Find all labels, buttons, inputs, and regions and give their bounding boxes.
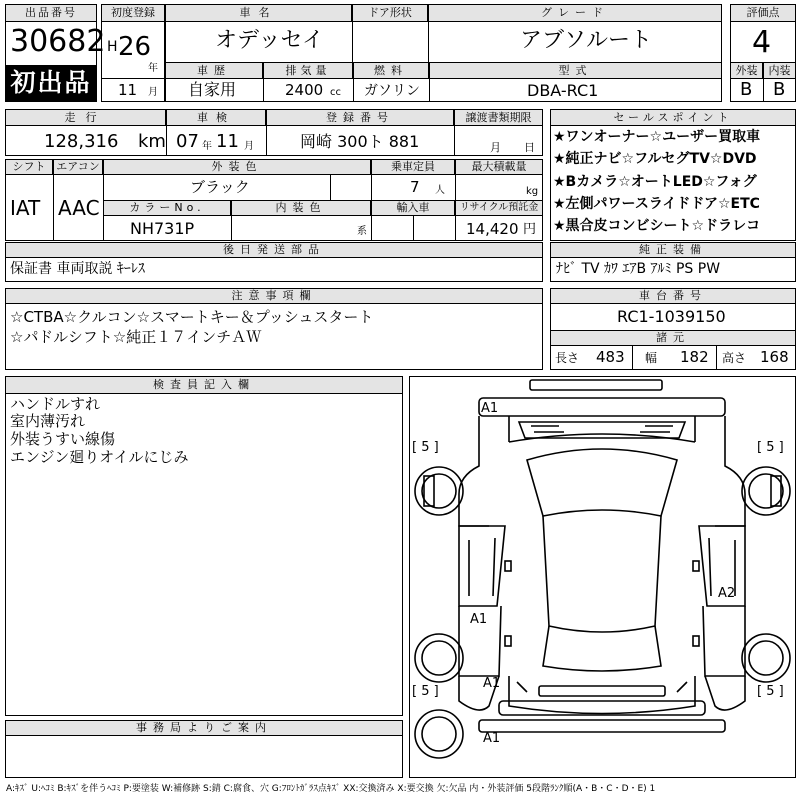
car-name: オデッセイ bbox=[215, 28, 324, 53]
sales-point-1: ★ワンオーナー☆ユーザー買取車 bbox=[553, 129, 761, 145]
tire-label-rear-left: [ 5 ] bbox=[412, 684, 439, 699]
notes-label: 注意事項欄 bbox=[5, 288, 543, 304]
ac: AAC bbox=[58, 196, 100, 220]
shift-label: シフト bbox=[5, 159, 53, 175]
tire-label-front-left: [ 5 ] bbox=[412, 440, 439, 455]
mileage: 128,316 bbox=[44, 131, 119, 152]
legend-footer: A:ｷｽﾞ U:ﾍｺﾐ B:ｷｽﾞを伴うﾍｺﾐ P:要塗装 W:補修跡 S:錆 C:腐食、穴 G:ﾌﾛﾝﾄｶﾞﾗｽ点ｷｽﾞ XX:交換済み X:要交換 欠:欠品 内・外装評価 5段階ﾗﾝｸ順(A・B・C・D・E) 1 bbox=[6, 784, 656, 794]
registration-month: 11 bbox=[118, 81, 138, 99]
tire-label-rear-right: [ 5 ] bbox=[757, 684, 784, 699]
inspector-label: 検査員記入欄 bbox=[5, 376, 403, 394]
exterior-grade-label: 外装 bbox=[730, 62, 763, 79]
capacity: 7 bbox=[410, 178, 420, 196]
diagram-front-grille bbox=[519, 422, 685, 438]
history-label: 車歴 bbox=[165, 62, 263, 79]
interior-grade: B bbox=[773, 79, 786, 100]
notes-line-1: ☆CTBA☆クルコン☆スマートキー＆プッシュスタート bbox=[10, 308, 374, 326]
inspector-line-2: 室内薄汚れ bbox=[10, 412, 86, 430]
year-unit: 年 bbox=[148, 63, 158, 74]
displacement-label: 排気量 bbox=[263, 62, 353, 79]
inspection-month-unit: 月 bbox=[244, 141, 254, 152]
sales-points-label: セールスポイント bbox=[550, 109, 796, 126]
sales-point-3: ★Bカメラ☆オートLED☆フォグ bbox=[553, 174, 757, 190]
grade: アブソルート bbox=[520, 28, 653, 53]
score-label: 評価点 bbox=[730, 4, 796, 22]
tire-label-front-right: [ 5 ] bbox=[757, 440, 784, 455]
width: 182 bbox=[680, 348, 709, 366]
score: 4 bbox=[752, 25, 772, 60]
chassis-number: RC1-1039150 bbox=[617, 307, 726, 326]
recycle-amount: 14,420 bbox=[466, 220, 519, 238]
displacement-unit: cc bbox=[330, 87, 341, 98]
damage-mark-right-rear-door: A2 bbox=[718, 586, 736, 601]
car-diagram bbox=[409, 376, 796, 778]
inspector-line-1: ハンドルすれ bbox=[10, 395, 101, 413]
lot-number: 30682 bbox=[10, 24, 106, 59]
diagram-right-rear-door bbox=[703, 606, 745, 676]
max-load-label: 最大積載量 bbox=[455, 159, 543, 175]
diagram-rear-bumper bbox=[479, 720, 725, 732]
door-shape-label: ドア形状 bbox=[352, 4, 428, 22]
transfer-deadline-label: 譲渡書類期限 bbox=[454, 109, 543, 126]
month-unit: 月 bbox=[148, 87, 158, 98]
diagram-right-quarter bbox=[705, 676, 745, 710]
fuel-label: 燃料 bbox=[353, 62, 429, 79]
grade-label: グレード bbox=[428, 4, 722, 22]
recycle-unit: 円 bbox=[523, 222, 537, 237]
diagram-right-front-fender bbox=[715, 416, 745, 526]
mileage-unit: km bbox=[138, 131, 166, 152]
model-code: DBA-RC1 bbox=[527, 81, 599, 100]
equipment-value: ﾅﾋﾞ TV ｶﾜ ｴｱB ｱﾙﾐ PS PW bbox=[556, 261, 721, 277]
damage-mark-left-quarter: A1 bbox=[483, 676, 501, 691]
sales-point-2: ★純正ナビ☆フルセグTV☆DVD bbox=[553, 151, 757, 167]
equipment-label: 純正装備 bbox=[550, 242, 796, 258]
registration-year: 26 bbox=[118, 32, 152, 62]
displacement: 2400 bbox=[285, 81, 324, 99]
damage-mark-left-rear-door: A1 bbox=[470, 612, 488, 627]
import-label: 輸入車 bbox=[371, 200, 455, 216]
diagram-left-front-door bbox=[459, 526, 505, 606]
exterior-color-label: 外装色 bbox=[103, 159, 371, 175]
first-listing-badge: 初出品 bbox=[6, 65, 96, 101]
inspection-year: 07 bbox=[176, 131, 199, 152]
shift: IAT bbox=[10, 196, 41, 220]
era: H bbox=[107, 39, 118, 55]
color-no-label: カラーNo. bbox=[103, 200, 231, 216]
height-label: 高さ bbox=[722, 351, 747, 365]
recycle-label: リサイクル預託金 bbox=[455, 200, 543, 216]
inspector-line-3: 外装うすい線傷 bbox=[10, 430, 116, 448]
diagram-rear-plate bbox=[539, 686, 665, 696]
mileage-label: 走行 bbox=[5, 109, 166, 126]
interior-color-suffix: 系 bbox=[357, 226, 367, 237]
transfer-month-unit: 月 bbox=[490, 141, 501, 154]
color-no: NH731P bbox=[130, 219, 195, 238]
inspector-line-4: エンジン廻りオイルにじみ bbox=[10, 448, 189, 466]
damage-mark-front: A1 bbox=[481, 401, 499, 416]
accessories-label: 後日発送部品 bbox=[5, 242, 543, 258]
registration-number: 岡崎 300ト 881 bbox=[300, 132, 420, 151]
transfer-day-unit: 日 bbox=[524, 141, 535, 154]
diagram-trunk bbox=[509, 676, 695, 714]
width-label: 幅 bbox=[645, 351, 658, 365]
capacity-label: 乗車定員 bbox=[371, 159, 455, 175]
chassis-label: 車台番号 bbox=[550, 288, 796, 304]
office-label: 事務局よりご案内 bbox=[5, 720, 403, 736]
lot-number-label: 出品番号 bbox=[5, 4, 97, 22]
car-name-label: 車名 bbox=[165, 4, 352, 22]
notes-line-2: ☆パドルシフト☆純正１７インチＡＷ bbox=[10, 328, 262, 346]
inspection-year-unit: 年 bbox=[202, 141, 212, 152]
exterior-grade: B bbox=[740, 79, 753, 100]
diagram-front-bar bbox=[479, 398, 725, 416]
inspection-month: 11 bbox=[216, 131, 239, 152]
max-load-unit: kg bbox=[526, 186, 539, 197]
registration-number-label: 登録番号 bbox=[266, 109, 454, 126]
capacity-unit: 人 bbox=[435, 185, 445, 196]
sales-point-4: ★左側パワースライドドア☆ETC bbox=[553, 196, 760, 212]
exterior-color: ブラック bbox=[190, 178, 250, 196]
ac-label: エアコン bbox=[53, 159, 103, 175]
sales-point-5: ★黒合皮コンビシート☆ドラレコ bbox=[553, 218, 761, 234]
height: 168 bbox=[760, 348, 789, 366]
inspection-label: 車検 bbox=[166, 109, 266, 126]
damage-mark-rear: A1 bbox=[483, 731, 501, 746]
interior-grade-label: 内装 bbox=[763, 62, 796, 79]
diagram-front-bumper bbox=[530, 380, 662, 390]
fuel: ガソリン bbox=[364, 83, 420, 99]
dimensions-label: 諸元 bbox=[550, 330, 796, 346]
length-label: 長さ bbox=[555, 351, 580, 365]
first-registration-label: 初度登録 bbox=[101, 4, 165, 22]
accessories-value: 保証書 車両取説 ｷｰﾚｽ bbox=[10, 261, 145, 277]
diagram-windshield bbox=[527, 449, 677, 516]
history: 自家用 bbox=[188, 80, 237, 99]
length: 483 bbox=[596, 348, 625, 366]
model-label: 型式 bbox=[429, 62, 722, 79]
interior-color-label: 内装色 bbox=[231, 200, 371, 216]
diagram-roof bbox=[543, 516, 661, 632]
diagram-left-front-fender bbox=[459, 416, 489, 526]
